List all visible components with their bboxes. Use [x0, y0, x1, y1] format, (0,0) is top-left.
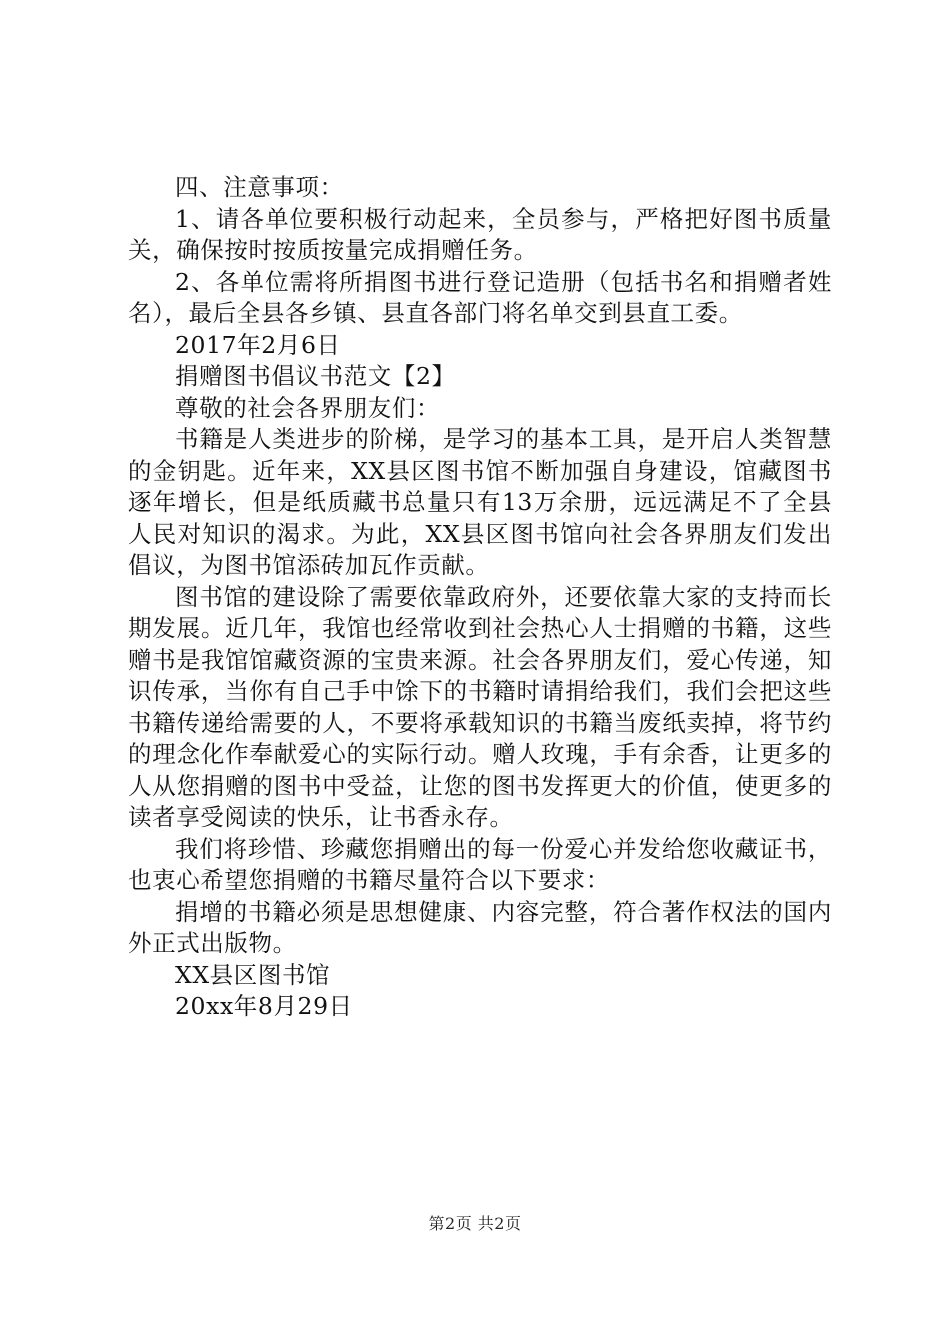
signature-organization: XX县区图书馆 — [175, 960, 331, 989]
paragraph-note-1: 1、请各单位要积极行动起来，全员参与，严格把好图书质量关，确保按时按质按量完成捐赠任务。 — [128, 204, 832, 264]
paragraph-body-1: 书籍是人类进步的阶梯，是学习的基本工具，是开启人类智慧的金钥匙。近年来，XX县区图书馆不断加强自身建设，馆藏图书逐年增长，但是纸质藏书总量只有13万余册，远远满足不了全县人民对知识的渴求。为此，XX县区图书馆向社会各界朋友们发出倡议，为图书馆添砖加瓦作贡献。 — [128, 425, 832, 579]
date-line: 2017年2月6日 — [175, 330, 341, 359]
section-heading-notes: 四、注意事项： — [175, 173, 344, 201]
page-number-footer: 第2页 共2页 — [428, 1214, 522, 1233]
paragraph-note-2: 2、各单位需将所捐图书进行登记造册（包括书名和捐赠者姓名），最后全县各乡镇、县直各部门将名单交到县直工委。 — [128, 267, 832, 327]
salutation: 尊敬的社会各界朋友们： — [175, 393, 441, 422]
article-title: 捐赠图书倡议书范文【2】 — [175, 362, 456, 390]
signature-date: 20xx年8月29日 — [175, 992, 353, 1020]
paragraph-body-3: 我们将珍惜、珍藏您捐赠出的每一份爱心并发给您收藏证书，也衷心希望您捐赠的书籍尽量符合以下要求： — [128, 834, 832, 894]
paragraph-body-2: 图书馆的建设除了需要依靠政府外，还要依靠大家的支持而长期发展。近几年，我馆也经常收到社会热心人士捐赠的书籍，这些赠书是我馆馆藏资源的宝贵来源。社会各界朋友们，爱心传递，知识传承，当你有自己手中馀下的书籍时请捐给我们，我们会把这些书籍传递给需要的人，不要将承载知识的书籍当废纸卖掉，将节约的理念化作奉献爱心的实际行动。赠人玫瑰，手有余香，让更多的人从您捐赠的图书中受益，让您的图书发挥更大的价值，使更多的读者享受阅读的快乐，让书香永存。 — [128, 582, 832, 831]
paragraph-body-4: 捐增的书籍必须是思想健康、内容完整，符合著作权法的国内外正式出版物。 — [128, 897, 832, 957]
document-body — [128, 172, 832, 1023]
